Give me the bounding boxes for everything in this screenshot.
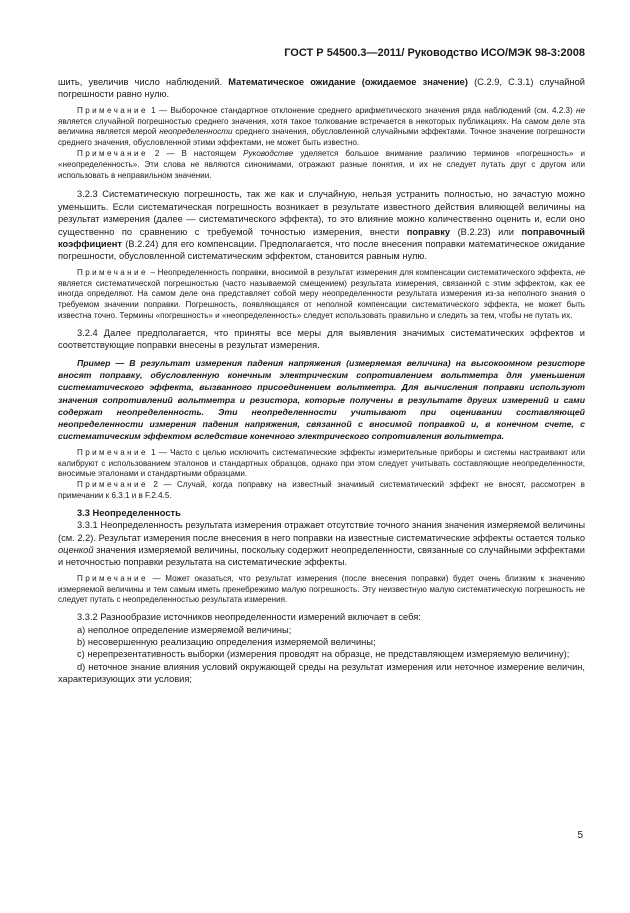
- sources-list: [58, 624, 585, 686]
- text: — Может оказаться, что результат измерения (после внесения поправки) будет очень близким к значению измеряемой величины и тем самым иметь пренебрежимо малую погрешность. Эту неизвестную малую систематическую погрешность не следует путать с неопределенностью результата измерения.: [58, 573, 585, 605]
- list-item: c) нерепрезентативность выборки (измерения проводят на образце, не представляющем измеряемую величину);: [77, 649, 570, 660]
- note-5: [58, 480, 585, 502]
- term-correction-factor: поправочный коэффициент: [58, 226, 585, 250]
- text: шить, увеличив число наблюдений.: [58, 77, 229, 87]
- term-correction: поправку: [406, 226, 451, 237]
- note-label: Примечание: [77, 149, 148, 158]
- note-1: [58, 106, 585, 149]
- page-number: 5: [577, 830, 583, 841]
- text: (C.2.9, C.3.1) случайной погрешности равно нулю.: [58, 77, 585, 100]
- text: (B.2.23) или: [450, 226, 522, 237]
- emphasis: оценкой: [58, 544, 94, 555]
- note-label: Примечание: [77, 480, 148, 490]
- text: является систематической погрешностью (часто называемой смещением) результата измерения, связанной с этим эффектом, как ее иногда определяют. На самом деле она представляет собой меру неопределенности результата измерения из-за неполного знания о требуемом значении поправки. Погрешность, появляющаяся от неполной компенсации систематического эффекта, не может быть известна точно. Термины «погрешность» и «неопределенность» следует использовать правильно и следить за тем, чтобы не путать их.: [58, 278, 585, 321]
- text: 1 — Часто с целью исключить систематические эффекты измерительные приборы и системы настраивают или калибруют с использованием эталонов и стандартных образцов, однако при этом следует учитывать составляющие неопределенности, вносимые эталонами и стандартными образцами.: [58, 447, 585, 479]
- term-expectation: Математическое ожидание (ожидаемое значение): [228, 77, 468, 87]
- example-block: Пример — В результат измерения падения напряжения (измеряемая величина) на высокоомном резисторе вносят поправку, обусловленную конечным электрическим сопротивлением вольтметра для уменьшения систематического эффекта, вызванного присоединением вольтметра. Для вычисления поправки используют значения сопротивлений вольтметра и резистора, которые получены в результате других измерений и сами содержат неопределенность. Эти неопределенности учитывают при оценивании составляющей неопределенности измерения падения напряжения, связанной с вносимой поправкой и, в конечном счете, с систематическим эффектом вследствие конечного электрического сопротивления вольтметра.: [58, 357, 585, 442]
- note-2: [58, 149, 585, 181]
- paragraph-intro: [58, 76, 585, 101]
- note-label: Примечание: [77, 573, 148, 583]
- text: – Неопределенность поправки, вносимой в результат измерения для компенсации систематического эффекта,: [147, 267, 577, 277]
- note-label: Примечание: [77, 447, 148, 457]
- emphasis: не: [576, 105, 585, 115]
- note-4: [58, 448, 585, 480]
- note-label: Примечание: [77, 105, 148, 115]
- text: среднего значения, обусловленной случайными эффектами. Точное значение погрешности среднего значения, обусловленной этими эффектами, не может быть известно.: [58, 127, 585, 148]
- list-item: b) несовершенную реализацию определения измеряемой величины;: [77, 636, 376, 647]
- text: 3.2.3 Систематическую погрешность, так же как и случайную, нельзя устранить полностью, но зачастую можно уменьшить. Если систематическая погрешность возникает в результате известного действия влияющей величины на результат измерения (далее — систематического эффекта), то это влияние можно количественно оценить и, если оно существенно по сравнению с требуемой точностью измерения, внести: [58, 189, 585, 237]
- page-header: ГОСТ Р 54500.3—2011/ Руководство ИСО/МЭК 98-3:2008: [284, 47, 585, 59]
- list-item: a) неполное определение измеряемой величины;: [77, 624, 292, 635]
- note-label: Примечание: [77, 267, 148, 277]
- emphasis: не: [576, 267, 585, 277]
- text: 3.3.1 Неопределенность результата измерения отражает отсутствие точного знания значения измеряемой величины (см. 2.2). Результат измерения после внесения в него поправки на известные систематические эффекты остается только: [58, 520, 585, 543]
- note-6: [58, 574, 585, 606]
- text: является случайной погрешностью среднего значения, хотя такое толкование встречается в некоторых публикациях. На самом деле эта величина является мерой: [58, 116, 585, 137]
- page-content: [58, 76, 585, 686]
- section-heading-3-3: 3.3 Неопределенность: [77, 507, 181, 518]
- emphasis: Руководстве: [243, 149, 294, 158]
- text: значения измеряемой величины, поскольку содержит неопределенности, связанные со случайными эффектами и неточностью поправки результата на систематические эффекты.: [58, 544, 585, 568]
- note-3: [58, 268, 585, 322]
- text: уделяется большое внимание различию терминов «погрешность» и «неопределенность». Эти слова не являются синонимами, отражают разные понятия, и их не следует путать друг с другом или использовать в неправильном значении.: [58, 149, 585, 180]
- list-item: d) неточное знание влияния условий окружающей среды на результат измерения или неточное измерение величин, характеризующих эти условия;: [58, 661, 585, 685]
- text: 2 — Случай, когда поправку на известный значимый систематический эффект не вносят, рассмотрен в примечании к 6.3.1 и в F.2.4.5.: [58, 480, 585, 500]
- text: (B.2.24) для его компенсации. Предполагается, что после внесения поправки математическое ожидание погрешности, обусловленной систематическим эффектом, становится равным нулю.: [58, 239, 585, 262]
- text: 2 — В настоящем: [147, 149, 244, 158]
- emphasis: неопределенности: [159, 127, 233, 137]
- paragraph-3-3-2: 3.3.2 Разнообразие источников неопределенности измерений включает в себя:: [77, 612, 421, 623]
- paragraph-3-2-4: 3.2.4 Далее предполагается, что приняты все меры для выявления значимых систематических эффектов и соответствующие поправки внесены в результат измерения.: [58, 327, 585, 351]
- text: 1 — Выборочное стандартное отклонение среднего арифметического значения ряда наблюдений (см. 4.2.3): [147, 105, 577, 115]
- paragraph-3-2-3: [58, 188, 585, 262]
- paragraph-3-3-1: [58, 519, 585, 569]
